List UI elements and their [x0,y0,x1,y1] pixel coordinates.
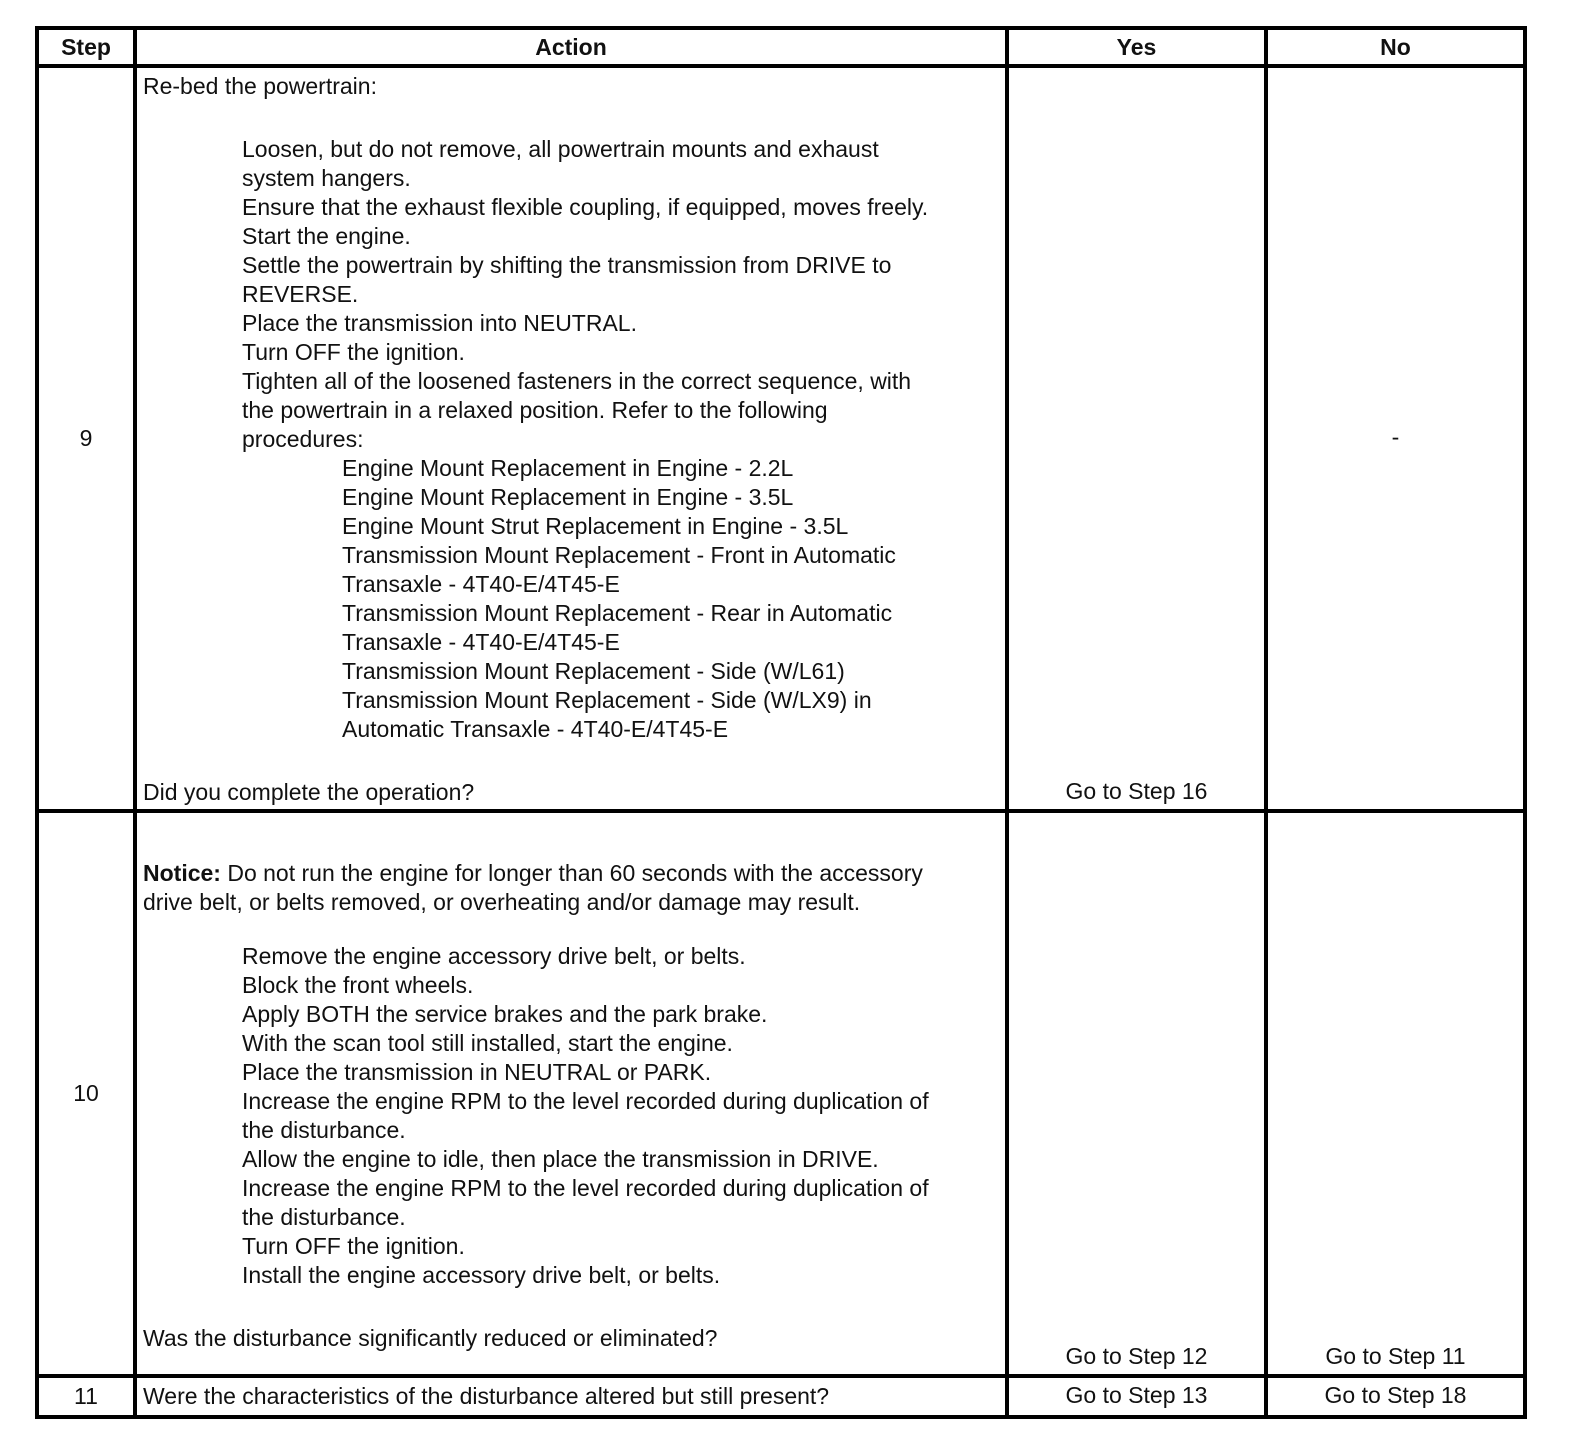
procedure-link[interactable]: Automatic Transaxle - 4T40-E/4T45-E [342,716,729,742]
procedure-link[interactable]: Transmission Mount Replacement - Side (W/LX9) in [342,687,872,713]
header-action: Action [135,28,1007,66]
list-item: Settle the powertrain by shifting the transmission from DRIVE to [242,252,892,278]
yes-cell [1007,66,1266,811]
no-cell [1266,66,1525,811]
procedure-link[interactable]: Transmission Mount Replacement - Side (W/L61) [342,658,845,684]
list-item: Turn OFF the ignition. [242,339,465,365]
yes-cell [1007,811,1266,1376]
step-number: 9 [37,66,135,811]
no-cell [1266,811,1525,1376]
list-item: Tighten all of the loosened fasteners in the correct sequence, with [242,368,912,394]
step-number: 11 [37,1376,135,1417]
list-item: REVERSE. [242,281,359,307]
yes-link[interactable]: Go to Step 12 [1065,1343,1208,1369]
header-row [37,28,1525,66]
list-item: Install the engine accessory drive belt, or belts. [242,1262,721,1288]
procedure-link[interactable]: Engine Mount Strut Replacement in Engine - 3.5L [342,513,849,539]
yes-link[interactable]: Go to Step 13 [1007,1376,1266,1417]
action-question: Did you complete the operation? [143,779,475,805]
list-item: Block the front wheels. [242,972,474,998]
procedure-link[interactable]: Transmission Mount Replacement - Rear in Automatic [342,600,893,626]
action-cell [135,811,1007,1376]
notice-label: Notice: [143,860,221,886]
list-item: Place the transmission in NEUTRAL or PARK. [242,1059,712,1085]
action-intro: Re-bed the powertrain: [143,73,377,99]
notice-text: Notice: Do not run the engine for longer than 60 seconds with the accessory [143,860,923,886]
list-item: the disturbance. [242,1204,406,1230]
list-item: procedures: [242,426,364,452]
step-number: 10 [37,811,135,1376]
list-item: Remove the engine accessory drive belt, or belts. [242,943,746,969]
list-item: With the scan tool still installed, start the engine. [242,1030,733,1056]
list-item: Ensure that the exhaust flexible coupling, if equipped, moves freely. [242,194,929,220]
no-value: - [1391,423,1400,450]
no-link[interactable]: Go to Step 18 [1266,1376,1525,1417]
list-item: Apply BOTH the service brakes and the park brake. [242,1001,768,1027]
action-question: Was the disturbance significantly reduced or eliminated? [143,1325,718,1351]
list-item: Start the engine. [242,223,411,249]
procedure-link[interactable]: Transaxle - 4T40-E/4T45-E [342,571,620,597]
action-question: Were the characteristics of the disturbance altered but still present? [135,1376,1007,1417]
list-item: Place the transmission into NEUTRAL. [242,310,637,336]
procedure-link[interactable]: Engine Mount Replacement in Engine - 3.5L [342,484,794,510]
procedure-link[interactable]: Engine Mount Replacement in Engine - 2.2L [342,455,794,481]
table-row [37,811,1525,1376]
header-step: Step [37,28,135,66]
action-cell [135,66,1007,811]
procedure-link[interactable]: Transaxle - 4T40-E/4T45-E [342,629,620,655]
header-no: No [1266,28,1525,66]
procedure-link[interactable]: Transmission Mount Replacement - Front in Automatic [342,542,896,568]
list-item: the disturbance. [242,1117,406,1143]
list-item: Loosen, but do not remove, all powertrain mounts and exhaust [242,136,879,162]
notice-text-cont: drive belt, or belts removed, or overheating and/or damage may result. [143,889,861,915]
list-item: the powertrain in a relaxed position. Refer to the following [242,397,828,423]
header-yes: Yes [1007,28,1266,66]
list-item: Turn OFF the ignition. [242,1233,465,1259]
list-item: Allow the engine to idle, then place the transmission in DRIVE. [242,1146,879,1172]
table-row [37,1376,1525,1417]
yes-link[interactable]: Go to Step 16 [1065,778,1208,804]
table-row [37,66,1525,811]
list-item: Increase the engine RPM to the level recorded during duplication of [242,1088,929,1114]
no-link[interactable]: Go to Step 11 [1325,1343,1466,1369]
list-item: Increase the engine RPM to the level recorded during duplication of [242,1175,929,1201]
list-item: system hangers. [242,165,411,191]
diagnostic-table [35,26,1527,1419]
